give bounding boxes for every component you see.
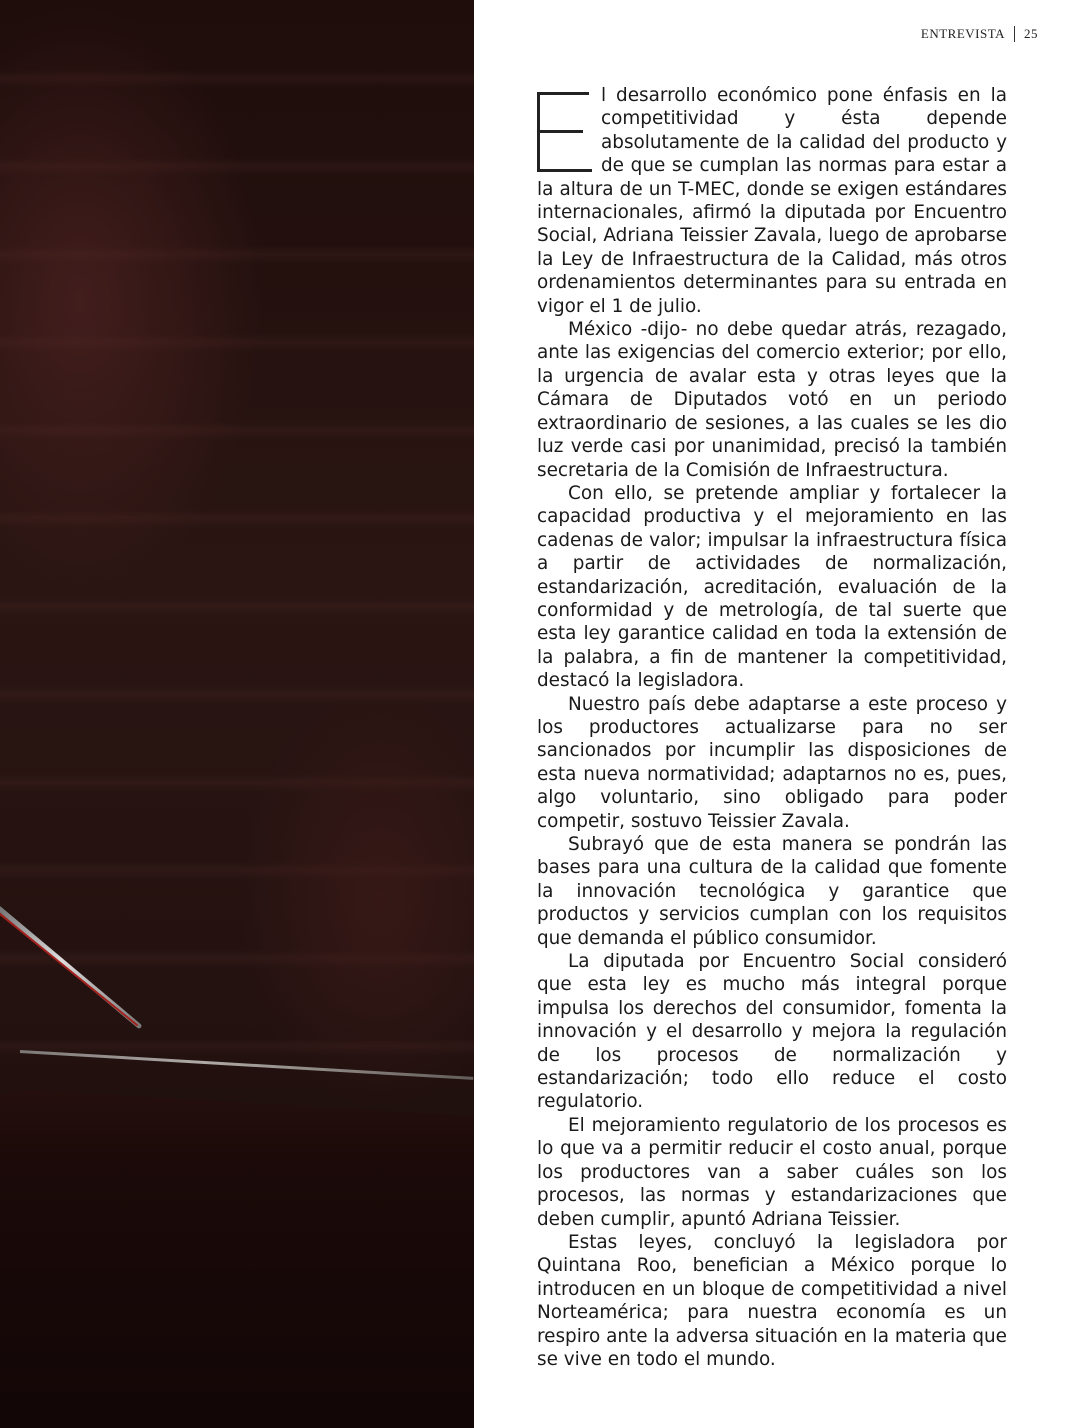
- paragraph-6: La diputada por Encuentro Social consideró que esta ley es mucho más integral porque impulsa los derechos del consumidor, fomenta la innovación y el desarrollo y mejora la regulación de los procesos de normalización y estandarización; todo ello reduce el costo regulatorio.: [537, 951, 1007, 1113]
- speaker-photo: [0, 0, 474, 1428]
- article-body: [537, 84, 1007, 1371]
- paragraph-1-text: l desarrollo económico pone énfasis en la competitividad y ésta depende absolutamente de la calidad del producto y de que se cumplan las normas para estar a la altura de un T-MEC, donde se exigen estándares internacionales, afirmó la diputada por Encuentro Social, Adriana Teissier Zavala, luego de aprobarse la Ley de Infraestructura de la Calidad, más otros ordenamientos determinantes para su entrada en vigor el 1 de julio.: [537, 85, 1007, 317]
- podium-edge: [20, 1050, 473, 1080]
- paragraph-3: Con ello, se pretende ampliar y fortalecer la capacidad productiva y el mejoramiento en las cadenas de valor; impulsar la infraestructura física a partir de actividades de normalización, estandarización, acreditación, evaluación de la conformidad y de metrología, de tal suerte que esta ley garantice calidad en toda la extensión de la palabra, a fin de mantener la competitividad, destacó la legisladora.: [537, 482, 1007, 692]
- microphone-stem: [0, 891, 142, 1030]
- paragraph-5: Subrayó que de esta manera se pondrán las bases para una cultura de la calidad que fomente la innovación tecnológica y garantice que productos y servicios cumplan con los requisitos que demanda el público consumidor.: [537, 834, 1007, 949]
- page-number: 25: [1024, 26, 1038, 41]
- paragraph-8: Estas leyes, concluyó la legisladora por Quintana Roo, benefician a México porque lo introducen en un bloque de competitividad a nivel Norteamérica; para nuestra economía es un respiro ante la adversa situación en la materia que se vive en todo el mundo.: [537, 1231, 1007, 1370]
- paragraph-7: El mejoramiento regulatorio de los procesos es lo que va a permitir reducir el costo anual, porque los productores van a saber cuáles son los procesos, las normas y estandarizaciones que deben cumplir, apuntó Adriana Teissier.: [537, 1114, 1007, 1230]
- running-head: [921, 26, 1038, 42]
- paragraph-2: México -dijo- no debe quedar atrás, rezagado, ante las exigencias del comercio exterior; por ello, la urgencia de avalar esta y otras leyes que la Cámara de Diputados votó en un periodo extraordinario de sesiones, a las cuales se les dio luz verde casi por unanimidad, precisó la también secretaria de la Comisión de Infraestructura.: [537, 319, 1007, 481]
- paragraph-1: [537, 84, 1007, 318]
- section-label: ENTREVISTA: [920, 26, 1005, 41]
- header-divider: [1014, 26, 1015, 42]
- podium: [0, 1048, 474, 1428]
- paragraph-4: Nuestro país debe adaptarse a este proceso y los productores actualizarse para no ser sancionados por incumplir las disposiciones de esta nueva normatividad; adaptarnos no es, pues, algo voluntario, sino obligado para poder competir, sostuvo Teissier Zavala.: [537, 693, 1007, 832]
- drop-cap: [537, 88, 597, 174]
